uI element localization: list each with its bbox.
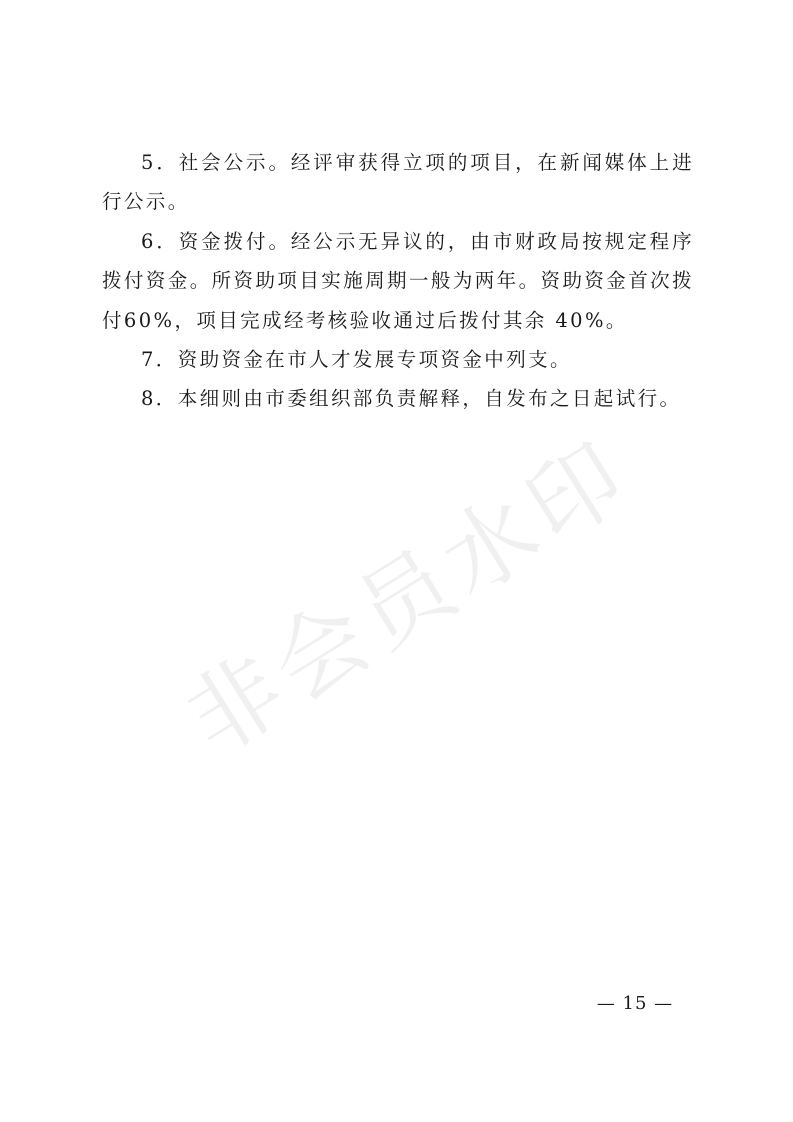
document-body xyxy=(102,143,694,419)
paragraph-item-7: 7．资助资金在市人才发展专项资金中列支。 xyxy=(141,348,572,372)
watermark-text: 非会员水印 xyxy=(168,419,650,776)
page-number: — 15 — xyxy=(596,993,674,1014)
paragraph-item-8: 8．本细则由市委组织部负责解释，自发布之日起试行。 xyxy=(141,387,682,411)
paragraph-item-5: 5．社会公示。经评审获得立项的项目，在新闻媒体上进行公示。 xyxy=(102,151,694,214)
paragraph-item-6: 6．资金拨付。经公示无异议的，由市财政局按规定程序拨付资金。所资助项目实施周期一般为两年。资助资金首次拨付60%，项目完成经考核验收通过后拨付其余 40%。 xyxy=(102,229,694,332)
